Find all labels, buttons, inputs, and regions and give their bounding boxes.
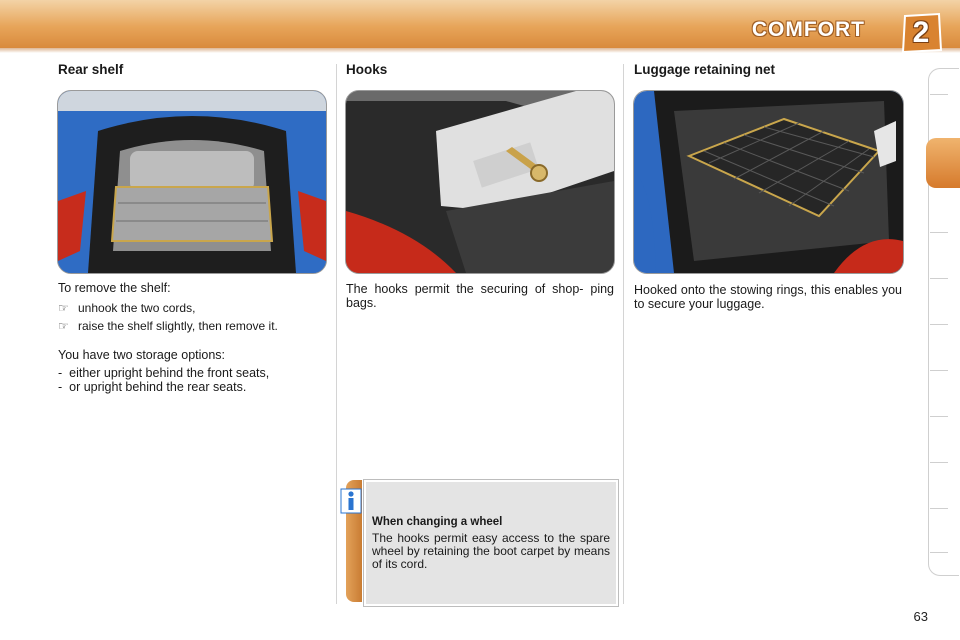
- storage-intro: You have two storage options:: [58, 348, 226, 362]
- pointing-hand-icon: ☞: [58, 301, 69, 315]
- rear-shelf-photo: [57, 90, 327, 274]
- info-box-text: The hooks permit easy access to the spare wheel by retaining the boot carpet by means of its cord.: [372, 531, 610, 571]
- tab-divider: [930, 278, 948, 279]
- active-chapter-tab[interactable]: [926, 138, 960, 188]
- section-title: COMFORT: [751, 18, 865, 41]
- chapter-number: 2: [912, 16, 930, 49]
- hooks-title: Hooks: [346, 62, 388, 77]
- rear-shelf-step-1: ☞ unhook the two cords,: [58, 301, 196, 315]
- tab-divider: [930, 416, 948, 417]
- pointing-hand-icon: ☞: [58, 319, 69, 333]
- tab-divider: [930, 508, 948, 509]
- info-box: [364, 480, 618, 606]
- hooks-text: The hooks permit the securing of shop- ping bags.: [346, 282, 614, 310]
- info-icon: [340, 488, 362, 514]
- tab-divider: [930, 324, 948, 325]
- column-divider: [336, 64, 337, 604]
- header-shadow: [0, 48, 960, 53]
- tab-divider: [930, 232, 948, 233]
- luggage-net-title: Luggage retaining net: [634, 62, 776, 77]
- info-box-title: When changing a wheel: [372, 516, 503, 528]
- tab-divider: [930, 552, 948, 553]
- hooks-photo: [345, 90, 615, 274]
- storage-option-1: - either upright behind the front seats,: [58, 366, 270, 380]
- page-number: 63: [913, 609, 928, 624]
- luggage-net-photo: [633, 90, 904, 274]
- info-box-content: [372, 516, 610, 571]
- luggage-net-text: Hooked onto the stowing rings, this enables you to secure your luggage.: [634, 283, 902, 311]
- tab-divider: [930, 462, 948, 463]
- rear-shelf-step-2: ☞ raise the shelf slightly, then remove it.: [58, 319, 278, 333]
- rear-shelf-title: Rear shelf: [58, 62, 124, 77]
- column-divider: [623, 64, 624, 604]
- tab-divider: [930, 94, 948, 95]
- rear-shelf-intro: To remove the shelf:: [58, 281, 171, 295]
- storage-option-2: - or upright behind the rear seats.: [58, 380, 247, 394]
- tab-divider: [930, 370, 948, 371]
